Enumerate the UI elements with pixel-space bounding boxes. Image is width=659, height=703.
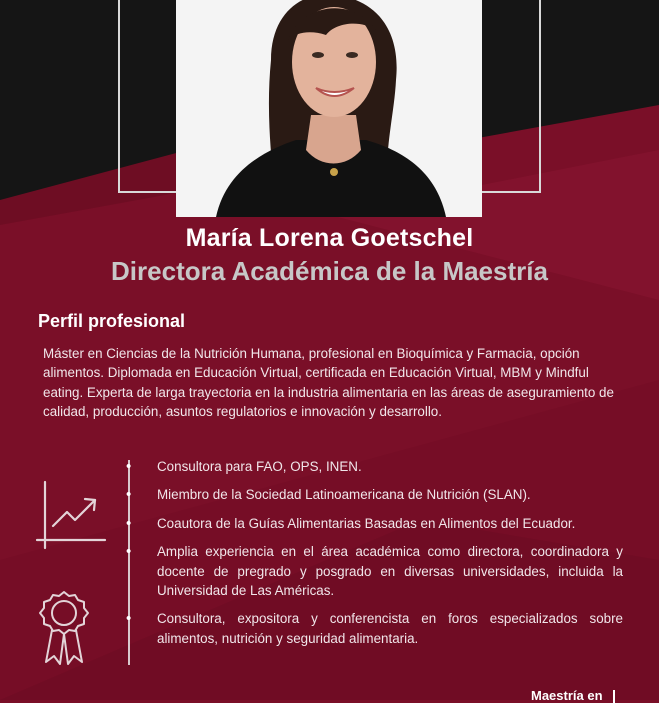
portrait-photo [176,0,482,217]
section-title: Perfil profesional [38,311,186,331]
footer-divider [613,690,615,703]
list-item: • Coautora de la Guías Alimentarias Basadas en Alimentos del Ecuador. [122,514,623,533]
list-item: • Amplia experiencia en el área académica como directora, coordinadora y docente de pregrado y posgrado en diversas universidades, incluida la Universidad de Las Américas. [122,542,623,600]
list-item: • Consultora para FAO, OPS, INEN. [122,457,623,476]
award-ribbon-icon [38,590,90,666]
profile-text: Máster en Ciencias de la Nutrición Humana, profesional en Bioquímica y Farmacia, opción alimentos. Diplomada en Educación Virtual, certificada en Educación Virtual, MBM y Mindful eating. Experta de larga trayectoria en la industria alimentaria en las áreas de aseguramiento de calidad, producción, asuntos regulatorios e innovación y desarrollo. [43,346,614,420]
person-role: Directora Académica de la Maestría [111,256,548,286]
footer-text: Maestría en [531,688,603,703]
list-item: • Miembro de la Sociedad Latinoamericana de Nutrición (SLAN). [122,485,623,504]
growth-chart-icon [35,480,107,552]
highlights-list [122,457,623,657]
footer-label [531,688,615,703]
list-item: • Consultora, expositora y conferencista en foros especializados sobre alimentos, nutrición y seguridad alimentaria. [122,609,623,648]
person-name: María Lorena Goetschel [185,224,474,252]
